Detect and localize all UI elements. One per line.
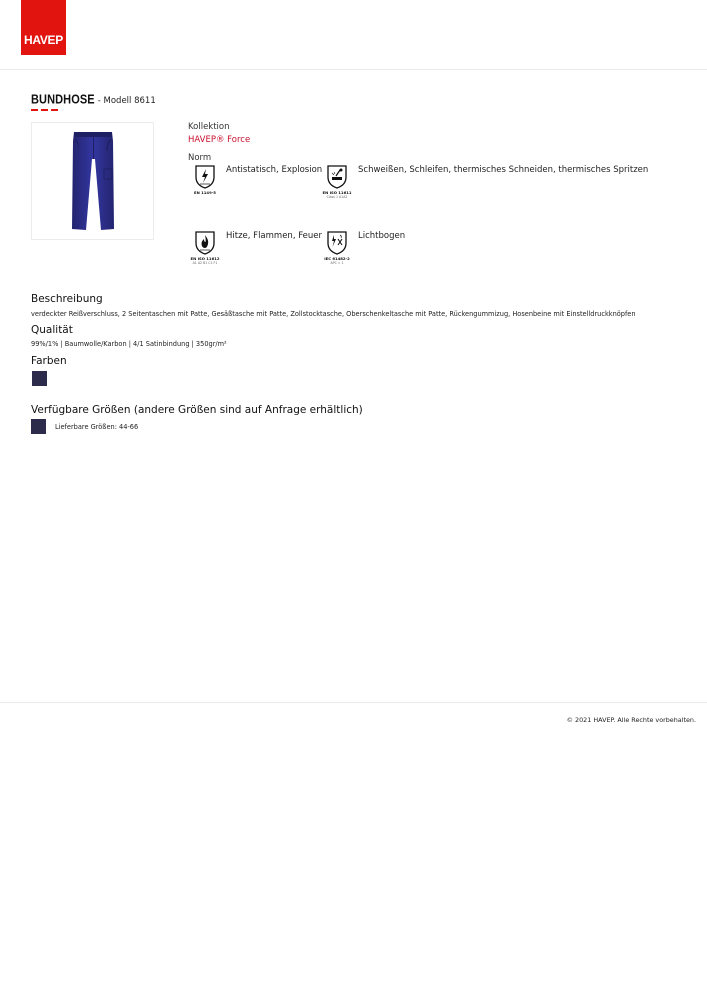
norm-class: Class 1 A1A2: [326, 195, 348, 199]
color-swatch-navy[interactable]: [32, 371, 47, 386]
quality-heading: Qualität: [31, 324, 73, 336]
arc-shield-icon: [326, 230, 348, 255]
norm-label: Norm: [188, 153, 212, 163]
norm-text: Schweißen, Schleifen, thermisches Schneiden, thermisches Spritzen: [358, 165, 649, 175]
norm-text: Lichtbogen: [358, 231, 406, 241]
norm-text: Hitze, Flammen, Feuer: [226, 231, 322, 241]
flame-shield-icon: [194, 230, 216, 255]
norm-code: IEC 61482-2: [324, 256, 350, 261]
sizes-heading: Verfügbare Größen (andere Größen sind auf Anfrage erhältlich): [31, 404, 363, 416]
header-divider: [0, 69, 707, 70]
norm-class: APC = 1: [330, 261, 344, 265]
pants-image: [68, 129, 118, 233]
description-heading: Beschreibung: [31, 293, 103, 305]
antistatic-shield-icon: [194, 164, 216, 189]
norm-item-flame: [190, 230, 322, 265]
product-title: BUNDHOSE: [31, 93, 95, 107]
description-text: verdeckter Reißverschluss, 2 Seitentaschen mit Patte, Gesäßtasche mit Patte, Zollstocktasche, Oberschenkeltasche mit Patte, Rückengummizug, Hosenbeine mit Einstelldruckknöpfen: [31, 310, 636, 318]
collection-label: Kollektion: [188, 122, 230, 132]
norm-code: EN 1149-5: [194, 190, 216, 195]
norm-class: A1 A2 B1 C1 F1: [192, 261, 218, 265]
sizes-text: Lieferbare Größen: 44-66: [55, 423, 139, 431]
copyright-text: © 2021 HAVEP. Alle Rechte vorbehalten.: [566, 716, 696, 724]
logo-text: HAVEP: [24, 33, 63, 47]
title-underline: [31, 109, 58, 111]
product-title-row: [31, 94, 156, 106]
quality-text: 99%/1% | Baumwolle/Karbon | 4/1 Satinbindung | 350gr/m²: [31, 340, 227, 348]
norm-item-welding: [322, 164, 648, 199]
collection-link[interactable]: HAVEP® Force: [188, 135, 251, 145]
norm-code: EN ISO 11611: [322, 190, 352, 195]
welding-shield-icon: [326, 164, 348, 189]
norm-item-arc: [322, 230, 405, 265]
footer-divider: [0, 702, 707, 703]
product-model: - Modell 8611: [97, 96, 156, 106]
product-image-frame[interactable]: [31, 122, 154, 240]
colors-heading: Farben: [31, 355, 67, 367]
norm-item-antistatic: [190, 164, 322, 195]
size-color-swatch[interactable]: [31, 419, 46, 434]
havep-logo[interactable]: [21, 0, 66, 55]
norm-code: EN ISO 11612: [190, 256, 220, 261]
norm-text: Antistatisch, Explosion: [226, 165, 323, 175]
